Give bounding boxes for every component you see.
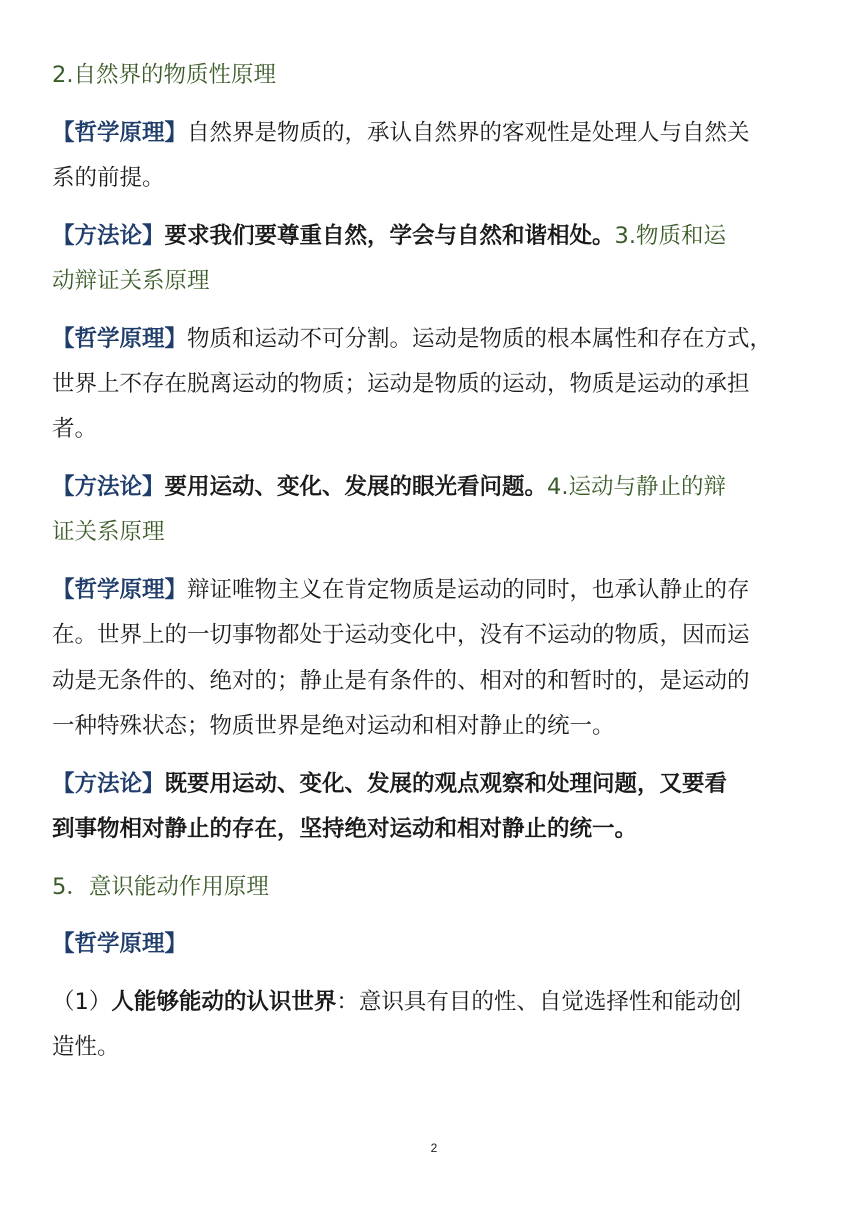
- paragraph-principle-line: 系的前提。: [52, 165, 165, 191]
- heading-consciousness: 5．意识能动作用原理: [52, 874, 269, 900]
- paragraph-principle-line: [52, 579, 750, 602]
- principle-text: 物质和运动不可分割。运动是物质的根本属性和存在方式，: [187, 326, 773, 352]
- heading-matter-motion: 3.物质和运: [614, 223, 726, 249]
- method-label: 【方法论】: [52, 474, 165, 500]
- list-item: [52, 991, 741, 1014]
- paragraph-method-line: [52, 476, 726, 499]
- page-number: 2: [430, 1141, 438, 1155]
- paragraph-principle-line: 动是无条件的、绝对的；静止是有条件的、相对的和暂时的，是运动的: [52, 668, 750, 694]
- method-text: 既要用运动、变化、发展的观点观察和处理问题，又要看: [164, 771, 728, 797]
- method-label: 【方法论】: [52, 223, 165, 249]
- paragraph-principle-line: [52, 328, 772, 351]
- list-item-text: ：意识具有目的性、自觉选择性和能动创: [336, 989, 742, 1015]
- principle-text: 辩证唯物主义在肯定物质是运动的同时，也承认静止的存: [187, 577, 750, 603]
- paragraph-principle-line: 者。: [52, 416, 98, 442]
- heading-nature-materiality: 2.自然界的物质性原理: [52, 62, 276, 88]
- paragraph-principle-line: 一种特殊状态；物质世界是绝对运动和相对静止的统一。: [52, 713, 615, 739]
- heading-matter-motion-cont: 动辩证关系原理: [52, 268, 210, 294]
- principle-label: 【哲学原理】: [52, 120, 188, 146]
- paragraph-method-line: [52, 773, 727, 796]
- list-item-title: 人能够能动的认识世界: [111, 989, 337, 1015]
- principle-label: 【哲学原理】: [52, 326, 188, 352]
- paragraph-method-line: 到事物相对静止的存在，坚持绝对运动和相对静止的统一。: [52, 816, 638, 842]
- heading-motion-rest-cont: 证关系原理: [52, 519, 165, 545]
- principle-text: 自然界是物质的，承认自然界的客观性是处理人与自然关: [187, 120, 750, 146]
- principle-label: 【哲学原理】: [52, 931, 188, 957]
- paragraph-principle-line: 在。世界上的一切事物都处于运动变化中，没有不运动的物质，因而运: [52, 622, 750, 648]
- principle-label: 【哲学原理】: [52, 577, 188, 603]
- method-text: 要用运动、变化、发展的眼光看问题。: [164, 474, 548, 500]
- paragraph-principle-line: [52, 122, 750, 145]
- paragraph-method-line: [52, 225, 726, 248]
- method-label: 【方法论】: [52, 771, 165, 797]
- method-text: 要求我们要尊重自然，学会与自然和谐相处。: [164, 223, 615, 249]
- heading-motion-rest: 4.运动与静止的辩: [547, 474, 726, 500]
- list-item-number: （1）: [52, 989, 112, 1015]
- list-item-cont: 造性。: [52, 1034, 120, 1060]
- paragraph-principle-line: 世界上不存在脱离运动的物质；运动是物质的运动，物质是运动的承担: [52, 371, 750, 397]
